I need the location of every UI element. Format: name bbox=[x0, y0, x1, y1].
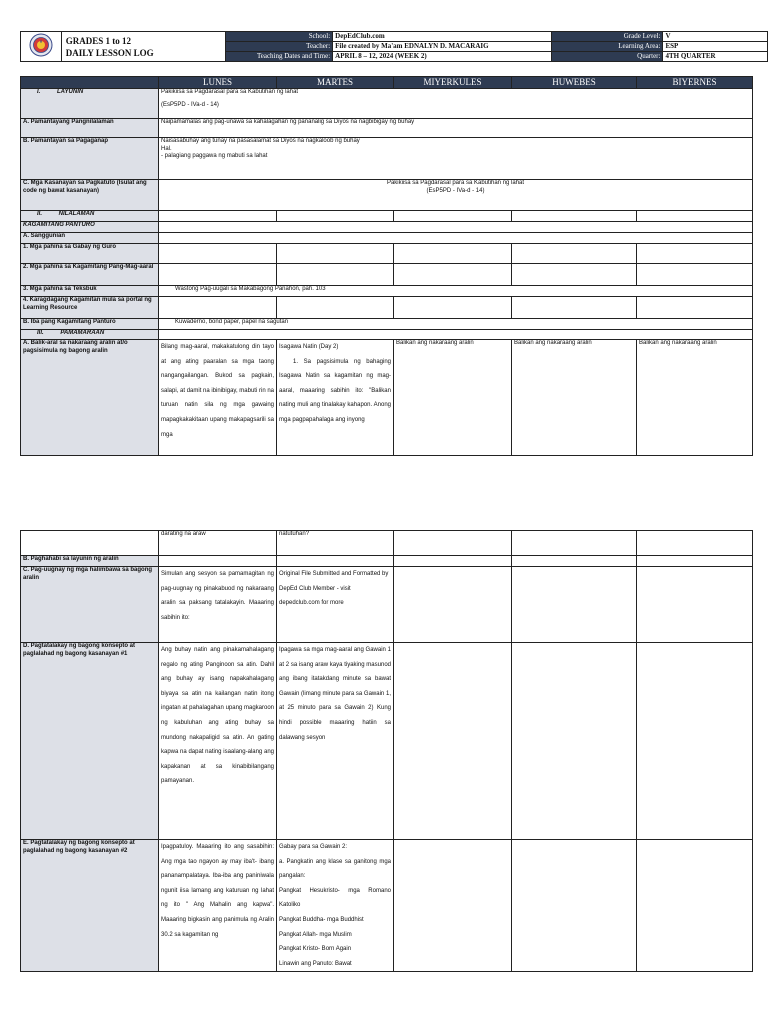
kagamitang-row bbox=[21, 222, 753, 233]
teaching-dates-label: Teaching Dates and Time: bbox=[225, 52, 332, 62]
document-title bbox=[61, 32, 225, 62]
day-huwebes: HUWEBES bbox=[512, 77, 637, 89]
pamantayang-pangnilalaman-text: Naipamamalas ang pag-unawa sa kahalagahan ng pananalig sa Diyos na nagbibigay ng buhay bbox=[159, 119, 753, 138]
pag-uugnay-martes: Original File Submitted and Formatted by DepEd Club Member - visit depedclub.com for more bbox=[277, 567, 394, 643]
school-label: School: bbox=[225, 32, 332, 42]
teksbuk-row bbox=[21, 286, 753, 297]
kagamitang-mag-aaral-row bbox=[21, 264, 753, 286]
kasanayan-content bbox=[159, 180, 753, 211]
pamantayan-pagganap-row bbox=[21, 138, 753, 180]
teksbuk-text: Wastong Pag-uugali sa Makabagong Panahon, pah. 103 bbox=[159, 286, 753, 297]
quarter-value: 4TH QUARTER bbox=[663, 52, 768, 62]
lesson-table-page-1 bbox=[20, 76, 753, 456]
pag-uugnay-lunes: Simulan ang sesyon sa pamamagitan ng pag-uugnay ng pinakabuod ng nakaraang aralin sa paksang tatalakayin. Maaaring sabihin ito: bbox=[159, 567, 277, 643]
layunin-row bbox=[21, 89, 753, 119]
balik-aral-continued-row bbox=[21, 531, 753, 556]
school-value: DepEdClub.com bbox=[333, 32, 552, 42]
konsepto1-row bbox=[21, 643, 753, 840]
day-lunes: LUNES bbox=[159, 77, 277, 89]
konsepto2-lunes: Ipagpatuloy. Maaaring ito ang sasabihin: Ang mga tao ngayon ay may iba't- ibang pananampalataya. Iba-iba ang paniniwala ngunit iisa lamang ang katuruan ng lahat ng ito " Ang Mahalin ang kapwa". Maaaring bigkasin ang panimula ng Aralin 30.2 sa kagamitan ng bbox=[159, 840, 277, 972]
karagdagang-label: 4. Karagdagang Kagamitan mula sa portal ng Learning Resource bbox=[21, 297, 159, 319]
pag-uugnay-row bbox=[21, 567, 753, 643]
pamamaraan-label: III. PAMAMARAAN bbox=[21, 330, 159, 340]
pamantayan-pagganap-text-2: Hal. bbox=[161, 145, 172, 152]
kasanayan-label: C. Mga Kasanayan sa Pagkatuto (Isulat ang code ng bawat kasanayan) bbox=[21, 180, 159, 211]
balik-aral-martes bbox=[277, 340, 394, 456]
deped-seal-logo bbox=[21, 32, 62, 62]
gabay-row bbox=[21, 244, 753, 264]
grade-level-value: V bbox=[663, 32, 768, 42]
day-header-blank bbox=[21, 77, 159, 89]
pamantayan-pagganap-content bbox=[159, 138, 753, 180]
karagdagang-row bbox=[21, 297, 753, 319]
pag-uugnay-label: C. Pag-uugnay ng mga halimbawa sa bagong aralin bbox=[21, 567, 159, 643]
nilalaman-row bbox=[21, 211, 753, 222]
kasanayan-row bbox=[21, 180, 753, 211]
konsepto1-lunes: Ang buhay natin ang pinakamahalagang regalo ng ating Panginoon sa atin. Dahil ang buhay ay isang napakahalagang biyaya sa atin na kailangan natin itong ingatan at pahalagahan upang magkaroon ng kabuluhan ang ating buhay sa mundong nakapaligid sa atin. An gating kapwa na dapat nating isaalang-alang ang kapakanan at sa kinabibilangang pamayanan. bbox=[159, 643, 277, 840]
learning-area-value: ESP bbox=[663, 42, 768, 52]
teacher-value: File created by Ma'am EDNALYN D. MACARAIG bbox=[333, 42, 552, 52]
teaching-dates-value: APRIL 8 – 12, 2024 (WEEK 2) bbox=[333, 52, 552, 62]
lesson-table-page-2 bbox=[20, 530, 753, 972]
balik-aral-label: A. Balik-aral sa nakaraang aralin at/o pagsisimula ng bagong aralin bbox=[21, 340, 159, 456]
balik-aral-miyerkules: Balikan ang nakaraang aralin bbox=[394, 340, 512, 456]
quarter-label: Quarter: bbox=[552, 52, 663, 62]
nilalaman-label: II. NILALAMAN bbox=[21, 211, 159, 222]
layunin-text-2: (EsP5PD - IVa-d - 14) bbox=[161, 101, 219, 108]
layunin-content bbox=[159, 89, 753, 119]
teacher-label: Teacher: bbox=[225, 42, 332, 52]
pamantayan-pagganap-text-3: - palagiang paggawa ng mabuti sa lahat bbox=[161, 153, 268, 159]
balik-aral-martes-body: 1. Sa pagsisimula ng bahaging Isagawa Natin sa kagamitan ng mag-aaral, maaaring sabihin ito: "Balikan nating muli ang tinalakay kahapon. Anong mga pagpapahalaga ang inyong bbox=[279, 358, 391, 423]
balik-aral-lunes-continued: darating na araw bbox=[159, 531, 277, 556]
header-table bbox=[20, 31, 768, 62]
title-line-1: GRADES 1 to 12 bbox=[65, 35, 131, 46]
kagamitang-label: KAGAMITANG PANTURO bbox=[21, 222, 159, 233]
sanggunian-row bbox=[21, 233, 753, 244]
kasanayan-text-2: (EsP5PD - IVa-d - 14) bbox=[426, 187, 485, 194]
balik-aral-huwebes: Balikan ang nakaraang aralin bbox=[512, 340, 637, 456]
day-header-row bbox=[21, 77, 753, 89]
kagamitang-mag-aaral-label: 2. Mga pahina sa Kagamitang Pang-Mag-aaral bbox=[21, 264, 159, 286]
sanggunian-label: A. Sanggunian bbox=[21, 233, 159, 244]
balik-aral-lunes: Bilang mag-aaral, makakatulong din tayo at ang ating paaralan sa mga taong nangangailangan. Bukod sa pagkain, salapi, at damit na ibinibigay, mabuti rin na turuan natin sila ng mga gawaing mapagkakakitaan upang makapagsarili sa mga bbox=[159, 340, 277, 456]
gabay-label: 1. Mga pahina sa Gabay ng Guro bbox=[21, 244, 159, 264]
konsepto2-martes: Gabay para sa Gawain 2: a. Pangkatin ang klase sa ganitong mga pangalan: Pangkat Hesukristo- mga Romano Katoliko Pangkat Buddha- mga Buddhist Pangkat Allah- mga Muslim Pangkat Kristo- Born Again Linawin ang Panuto: Bawat bbox=[277, 840, 394, 972]
konsepto1-label: D. Pagtatalakay ng bagong konsepto at paglalahad ng bagong kasanayan #1 bbox=[21, 643, 159, 840]
konsepto1-martes: Ipagawa sa mga mag-aaral ang Gawain 1 at 2 sa isang araw kaya tiyaking masunod ang ibang itatakdang minute sa bawat Gawain (limang minute para sa Gawain 1, at 25 minuto para sa Gawain 2) Kung hindi possible maaaring hatiin sa dalawang sesyon bbox=[277, 643, 394, 840]
iba-pang-label: B. Iba pang Kagamitang Panturo bbox=[21, 319, 159, 330]
paghahabi-label: B. Paghahabi sa layunin ng aralin bbox=[21, 556, 159, 567]
pamantayang-pangnilalaman-row bbox=[21, 119, 753, 138]
teksbuk-label: 3. Mga pahina sa Teksbuk bbox=[21, 286, 159, 297]
balik-aral-row bbox=[21, 340, 753, 456]
kasanayan-text-1: Pakikiisa sa Pagdarasal para sa Kabutihan ng lahat bbox=[386, 180, 525, 186]
day-martes: MARTES bbox=[277, 77, 394, 89]
konsepto2-label: E. Pagtatalakay ng bagong konsepto at paglalahad ng bagong kasanayan #2 bbox=[21, 840, 159, 972]
layunin-text-1: Pakikiisa sa Pagdarasal para sa Kabutihan ng lahat bbox=[161, 89, 299, 95]
pamantayan-pagganap-label: B. Pamantayan sa Pagaganap bbox=[21, 138, 159, 180]
iba-pang-row bbox=[21, 319, 753, 330]
konsepto2-row bbox=[21, 840, 753, 972]
balik-aral-martes-continued: natutuhan? bbox=[277, 531, 394, 556]
day-miyerkules: MIYERKULES bbox=[394, 77, 512, 89]
learning-area-label: Learning Area: bbox=[552, 42, 663, 52]
pamamaraan-row bbox=[21, 330, 753, 340]
iba-pang-text: Kuwaderno, bond paper, papel na sagutan bbox=[159, 319, 753, 330]
balik-aral-biyernes: Balikan ang nakaraang aralin bbox=[637, 340, 753, 456]
balik-aral-martes-heading: Isagawa Natin (Day 2) bbox=[279, 344, 339, 350]
day-biyernes: BIYERNES bbox=[637, 77, 753, 89]
pamantayan-pagganap-text-1: Naisasabuhay ang tunay na pasasalamat sa Diyos na nagkaloob ng buhay bbox=[161, 138, 360, 144]
title-line-2: DAILY LESSON LOG bbox=[65, 47, 154, 58]
layunin-label: I. LAYUNIN bbox=[21, 89, 159, 119]
pamantayang-pangnilalaman-label: A. Pamantayang Pangnilalaman bbox=[21, 119, 159, 138]
seal-icon bbox=[29, 33, 53, 57]
grade-level-label: Grade Level: bbox=[552, 32, 663, 42]
paghahabi-row bbox=[21, 556, 753, 567]
